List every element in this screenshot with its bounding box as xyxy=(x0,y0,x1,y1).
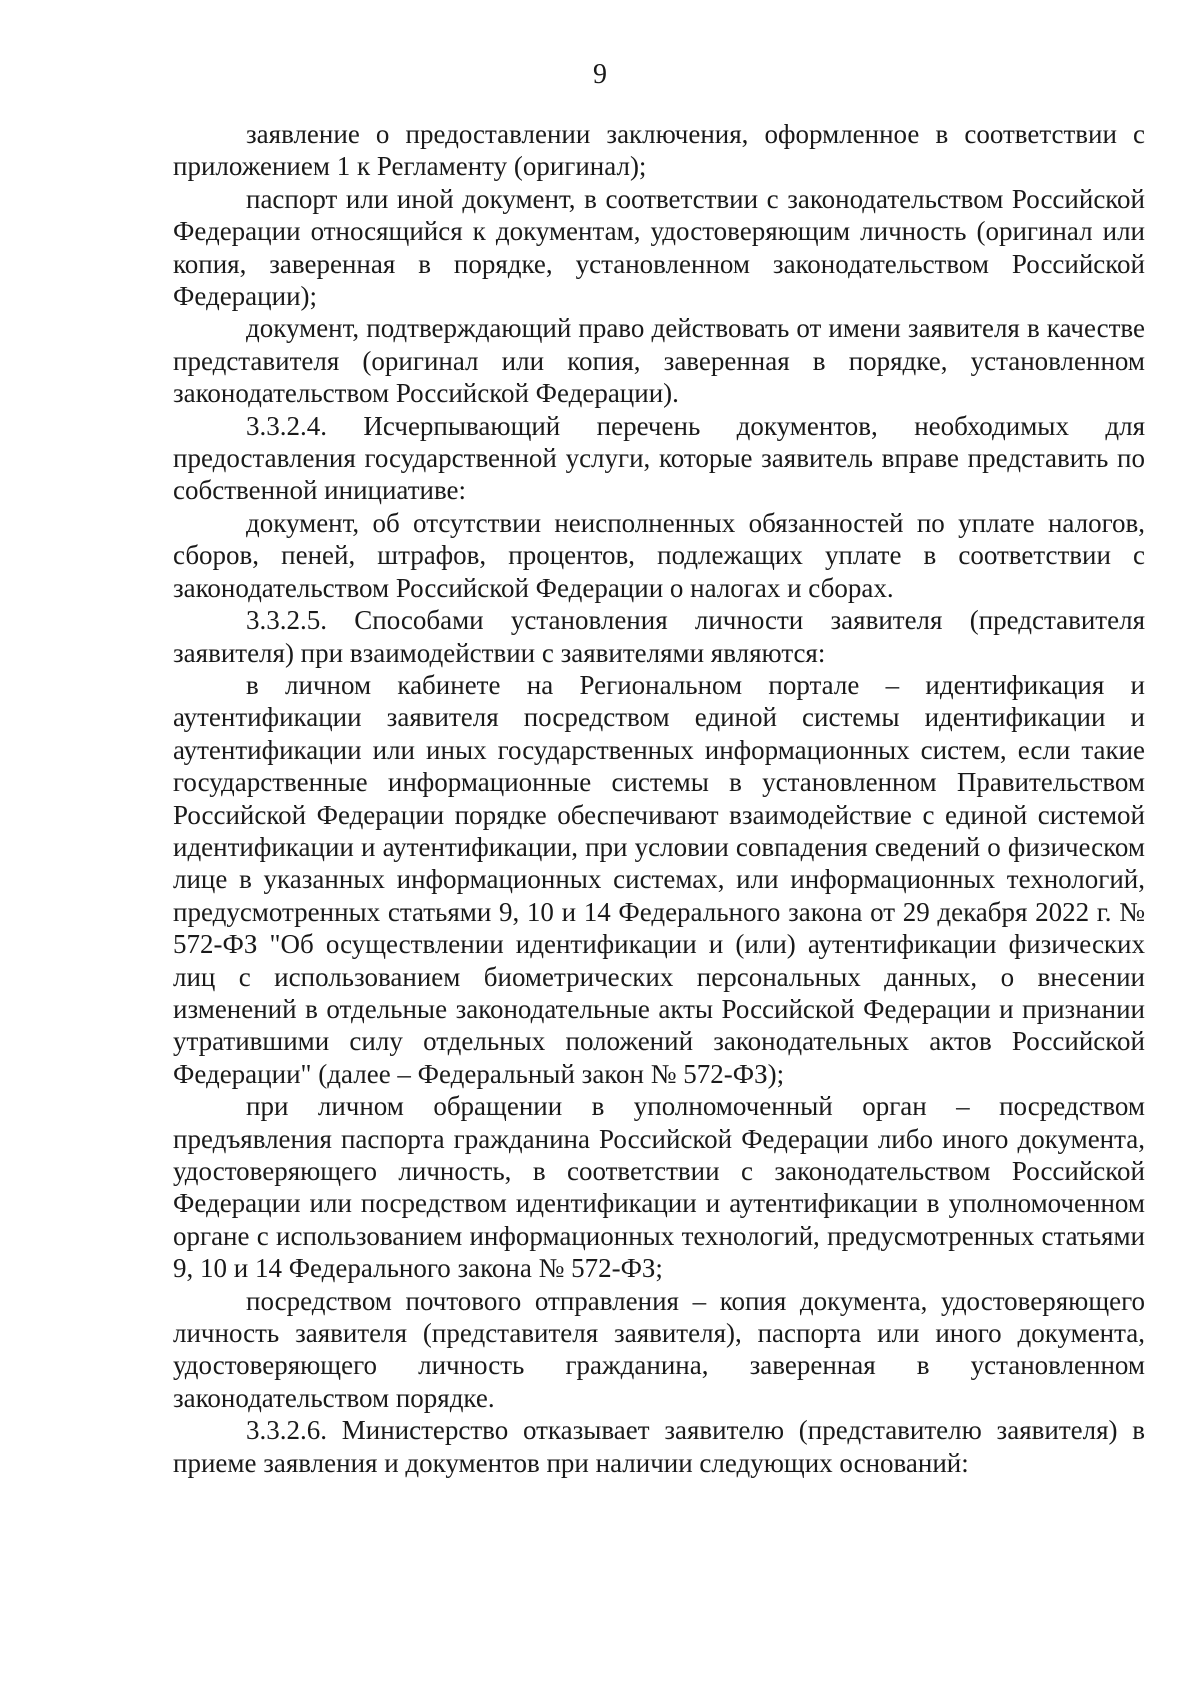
paragraph: посредством почтового отправления – копия документа, удостоверяющего личность заявителя (представителя заявителя), паспорта или иного документа, удостоверяющего личность гражданина, заверенная в установленном законодательством порядке. xyxy=(173,1285,1145,1413)
page-number: 9 xyxy=(593,59,607,90)
paragraph: 3.3.2.4. Исчерпывающий перечень документов, необходимых для предоставления государственной услуги, которые заявитель вправе представить по собственной инициативе: xyxy=(173,410,1145,506)
paragraph: при личном обращении в уполномоченный орган – посредством предъявления паспорта гражданина Российской Федерации либо иного документа, удостоверяющего личность, в соответствии с законодательством Российской Федерации или посредством идентификации и аутентификации в уполномоченном органе с использованием информационных технологий, предусмотренных статьями 9, 10 и 14 Федерального закона № 572-ФЗ; xyxy=(173,1091,1145,1284)
paragraph: документ, подтверждающий право действовать от имени заявителя в качестве представителя (оригинал или копия, заверенная в порядке, установленном законодательством Российской Федерации). xyxy=(173,313,1145,409)
paragraph: 3.3.2.5. Способами установления личности заявителя (представителя заявителя) при взаимодействии с заявителями являются: xyxy=(173,605,1145,668)
paragraph: документ, об отсутствии неисполненных обязанностей по уплате налогов, сборов, пеней, штрафов, процентов, подлежащих уплате в соответствии с законодательством Российской Федерации о налогах и сборах. xyxy=(173,507,1145,603)
paragraph: в личном кабинете на Региональном портале – идентификация и аутентификации заявителя посредством единой системы идентификации и аутентификации или иных государственных информационных систем, если такие государственные информационные системы в установленном Правительством Российской Федерации порядке обеспечивают взаимодействие с единой системой идентификации и аутентификации, при условии совпадения сведений о физическом лице в указанных информационных системах, или информационных технологий, предусмотренных статьями 9, 10 и 14 Федерального закона от 29 декабря 2022 г. № 572-ФЗ "Об осуществлении идентификации и (или) аутентификации физических лиц с использованием биометрических персональных данных, о внесении изменений в отдельные законодательные акты Российской Федерации и признании утратившими силу отдельных положений законодательных актов Российской Федерации" (далее – Федеральный закон № 572-ФЗ); xyxy=(173,669,1145,1089)
paragraph: 3.3.2.6. Министерство отказывает заявителю (представителю заявителя) в приеме заявления и документов при наличии следующих оснований: xyxy=(173,1415,1145,1478)
paragraph: паспорт или иной документ, в соответствии с законодательством Российской Федерации относящийся к документам, удостоверяющим личность (оригинал или копия, заверенная в порядке, установленном законодательством Российской Федерации); xyxy=(173,183,1145,312)
document-body xyxy=(173,118,1145,1479)
paragraph: заявление о предоставлении заключения, оформленное в соответствии с приложением 1 к Регламенту (оригинал); xyxy=(173,119,1145,182)
